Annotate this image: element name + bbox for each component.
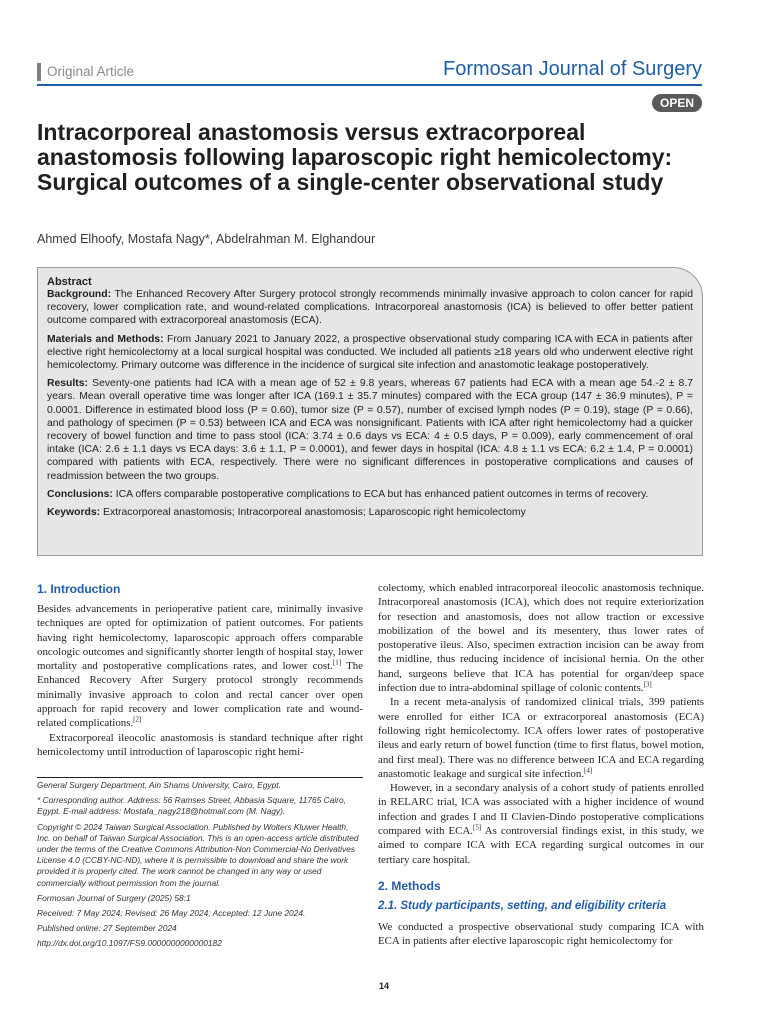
abstract-methods [47, 333, 693, 373]
intro-text-2: The Enhanced Recovery After Surgery protocol strongly recommends minimally invasive approach to colon and rectal cancer over open approach for rapid recovery and lower complication rate and wound-related complications. [37, 660, 363, 730]
footnote-corresponding: * Corresponding author. Address: 56 Ramses Street, Abbasia Square, 11765 Cairo, Egypt. E-mail address: Mostafa_nagy218@hotmail.com (M. Nagy). [37, 795, 346, 817]
footnote-published: Published online: 27 September 2024 [37, 923, 177, 934]
intro-paragraph-1 [37, 602, 363, 731]
abstract-background [47, 288, 693, 328]
abstract-conclusions [47, 488, 693, 501]
intro-text-4: colectomy, which enabled intracorporeal ileocolic anastomosis technique. Intracorporeal anastomosis (ICA), which does not require exteriorization for resection and anastomosis, does not allow traction or excessive mobilization of the bowel and its mesentery, thus lower rates of postoperative ileus. Also, specimen extraction incision can be away from the midline, thus reducing incidence of incisional hernia. On the other hand, surgeons believe that ICA has potential for organ/deep space infection due to intra-abdominal spillage of colonic contents. [378, 582, 704, 695]
header-accent-bar [37, 63, 41, 81]
abstract-keywords-label: Keywords: [47, 507, 101, 519]
abstract-keywords [47, 506, 693, 519]
footnotes [37, 780, 363, 954]
reference-2[interactable]: [2] [133, 715, 142, 724]
footnote-copyright: Copyright © 2024 Taiwan Surgical Association. Published by Wolters Kluwer Health, Inc. on behalf of Taiwan Surgical Association. This is an open-access article distributed under the terms of the Creative Commons Attribution-Non Commercial-No Derivatives License 4.0 (CCBY-NC-ND), where it is permissible to download and share the work provided it is properly cited. The work cannot be changed in any way or used commercially without permission from the journal. [37, 821, 359, 888]
open-access-badge: OPEN [652, 94, 702, 112]
abstract-box [37, 267, 703, 556]
abstract-conclusions-text: ICA offers comparable postoperative complications to ECA but has enhanced patient outcomes in terms of recovery. [115, 488, 649, 500]
reference-4[interactable]: [4] [584, 766, 593, 775]
reference-3[interactable]: [3] [643, 680, 652, 689]
intro-text-1: Besides advancements in perioperative patient care, minimally invasive techniques are opted for optimization of patient outcomes. For patients having right hemicolectomy, laparoscopic approach offers comparable oncologic outcomes and significantly shorter length of hospital stay, lower mortality and postoperative complications rates, and lower cost. [37, 603, 363, 673]
methods-paragraph-1: We conducted a prospective observational study comparing ICA with ECA in patients after elective laparoscopic right hemicolectomy for [378, 920, 704, 948]
abstract-background-label: Background: [47, 289, 112, 300]
intro-paragraph-3 [378, 695, 704, 781]
abstract-results-text: Seventy-one patients had ICA with a mean age of 52 ± 9.8 years, whereas 67 patients had ECA with a mean age 54.-2 ± 8.7 years. Mean overall operative time was longer after ICA (169.1 ± 35.7 minutes) compared with the ECA group (147 ± 36.9 minutes), P = 0.0001. Difference in estimated blood loss (P = 0.60), tumor size (P = 0.57), number of excised lymph nodes (P = 0.19), stage (P = 0.66), and pathology of specimen (P = 0.53) between ICA and ECA was nonsignificant. Patients with ICA after right hemicolectomy had a quicker recovery of bowel function and time to pass stool (ICA: 3.74 ± 0.6 days vs ECA: 4 ± 0.5 days, P = 0.009), early commencement of oral intake (ICA: 2.6 ± 1.1 days vs ECA days: 3.6 ± 1.1, P = 0.0001), and fewer days in hospital (ICA: 4.8 ± 1.1 vs ECA: 6.2 ± 1.4, P = 0.0001) compared with patients with ECA, respectively. There were no significant differences in postoperative complications and causes of readmission between the two groups. [47, 378, 694, 482]
footnote-affiliation: General Surgery Department, Ain Shams University, Cairo, Egypt. [37, 780, 281, 790]
header-rule [37, 84, 702, 86]
abstract-keywords-text: Extracorporeal anastomosis; Intracorporeal anastomosis; Laparoscopic right hemicolectomy [103, 507, 526, 519]
introduction-heading: 1. Introduction [37, 582, 121, 596]
footnote-doi[interactable]: http://dx.doi.org/10.1097/FS9.0000000000000182 [37, 938, 222, 949]
reference-5[interactable]: [5] [473, 823, 482, 832]
intro-paragraph-2-cont [378, 581, 704, 695]
intro-text-6b: As controversial findings exist, in this study, we aimed to compare ICA with ECA regarding surgical outcomes in our tertiary care hospital. [378, 825, 704, 866]
intro-paragraph-4 [378, 781, 704, 867]
left-column [37, 581, 363, 759]
reference-1[interactable]: [1] [332, 658, 342, 667]
article-title: Intracorporeal anastomosis versus extracorporeal anastomosis following laparoscopic right hemicolectomy: Surgical outcomes of a single-center observational study [37, 119, 673, 195]
right-column [378, 581, 704, 949]
abstract-heading: Abstract [47, 276, 92, 288]
article-type: Original Article [47, 64, 135, 79]
author-list: Ahmed Elhoofy, Mostafa Nagy*, Abdelrahman M. Elghandour [37, 232, 376, 246]
footnote-citation: Formosan Journal of Surgery (2025) 58:1 [37, 892, 191, 903]
journal-name: Formosan Journal of Surgery [442, 58, 702, 80]
methods-heading: 2. Methods [378, 878, 441, 893]
abstract-background-text: The Enhanced Recovery After Surgery protocol strongly recommends minimally invasive approach to colon cancer for rapid recovery, lower complication rate, and wound-related complications. Intracorporeal anastomosis (ICA) is believed to offer better patient outcome compared with extracorporeal anastomosis (ECA). [47, 289, 693, 327]
abstract-methods-label: Materials and Methods: [47, 333, 164, 345]
footnote-divider [37, 777, 363, 778]
methods-subheading: 2.1. Study participants, setting, and eligibility criteria [378, 899, 667, 912]
abstract-results-label: Results: [47, 378, 88, 390]
intro-text-6: However, in a secondary analysis of a cohort study of patients enrolled in RELARC trial, ICA was associated with a higher incidence of wound infection and grades I and II Clavien-Dindo postoperative complications compared with ECA. [378, 782, 704, 838]
intro-text-5: In a recent meta-analysis of randomized clinical trials, 399 patients were enrolled for either ICA or extracorporeal anastomosis (ECA) following right hemicolectomy. ICA offers lower rates of postoperative ileus and early return of bowel function (time to first flatus, bowel motion, and first meal). There was no difference between ICA and ECA regarding anastomotic leakage and surgical site infection. [378, 696, 704, 780]
footnote-dates: Received: 7 May 2024; Revised: 26 May 2024; Accepted: 12 June 2024. [37, 908, 306, 919]
abstract-conclusions-label: Conclusions: [47, 488, 113, 500]
abstract-results [47, 377, 693, 483]
abstract-methods-text: From January 2021 to January 2022, a prospective observational study comparing ICA with ECA in patients after elective right hemicolectomy at a local surgical hospital was conducted. We included all patients ≥18 years old who underwent elective right hemicolectomy. Primary outcome was difference in the incidence of surgical site infection and anastomotic leakage postoperatively. [47, 333, 693, 372]
intro-paragraph-2: Extracorporeal ileocolic anastomosis is standard technique after right hemicolectomy until introduction of laparoscopic right hemi- [37, 731, 363, 758]
page-number: 14 [378, 981, 389, 991]
